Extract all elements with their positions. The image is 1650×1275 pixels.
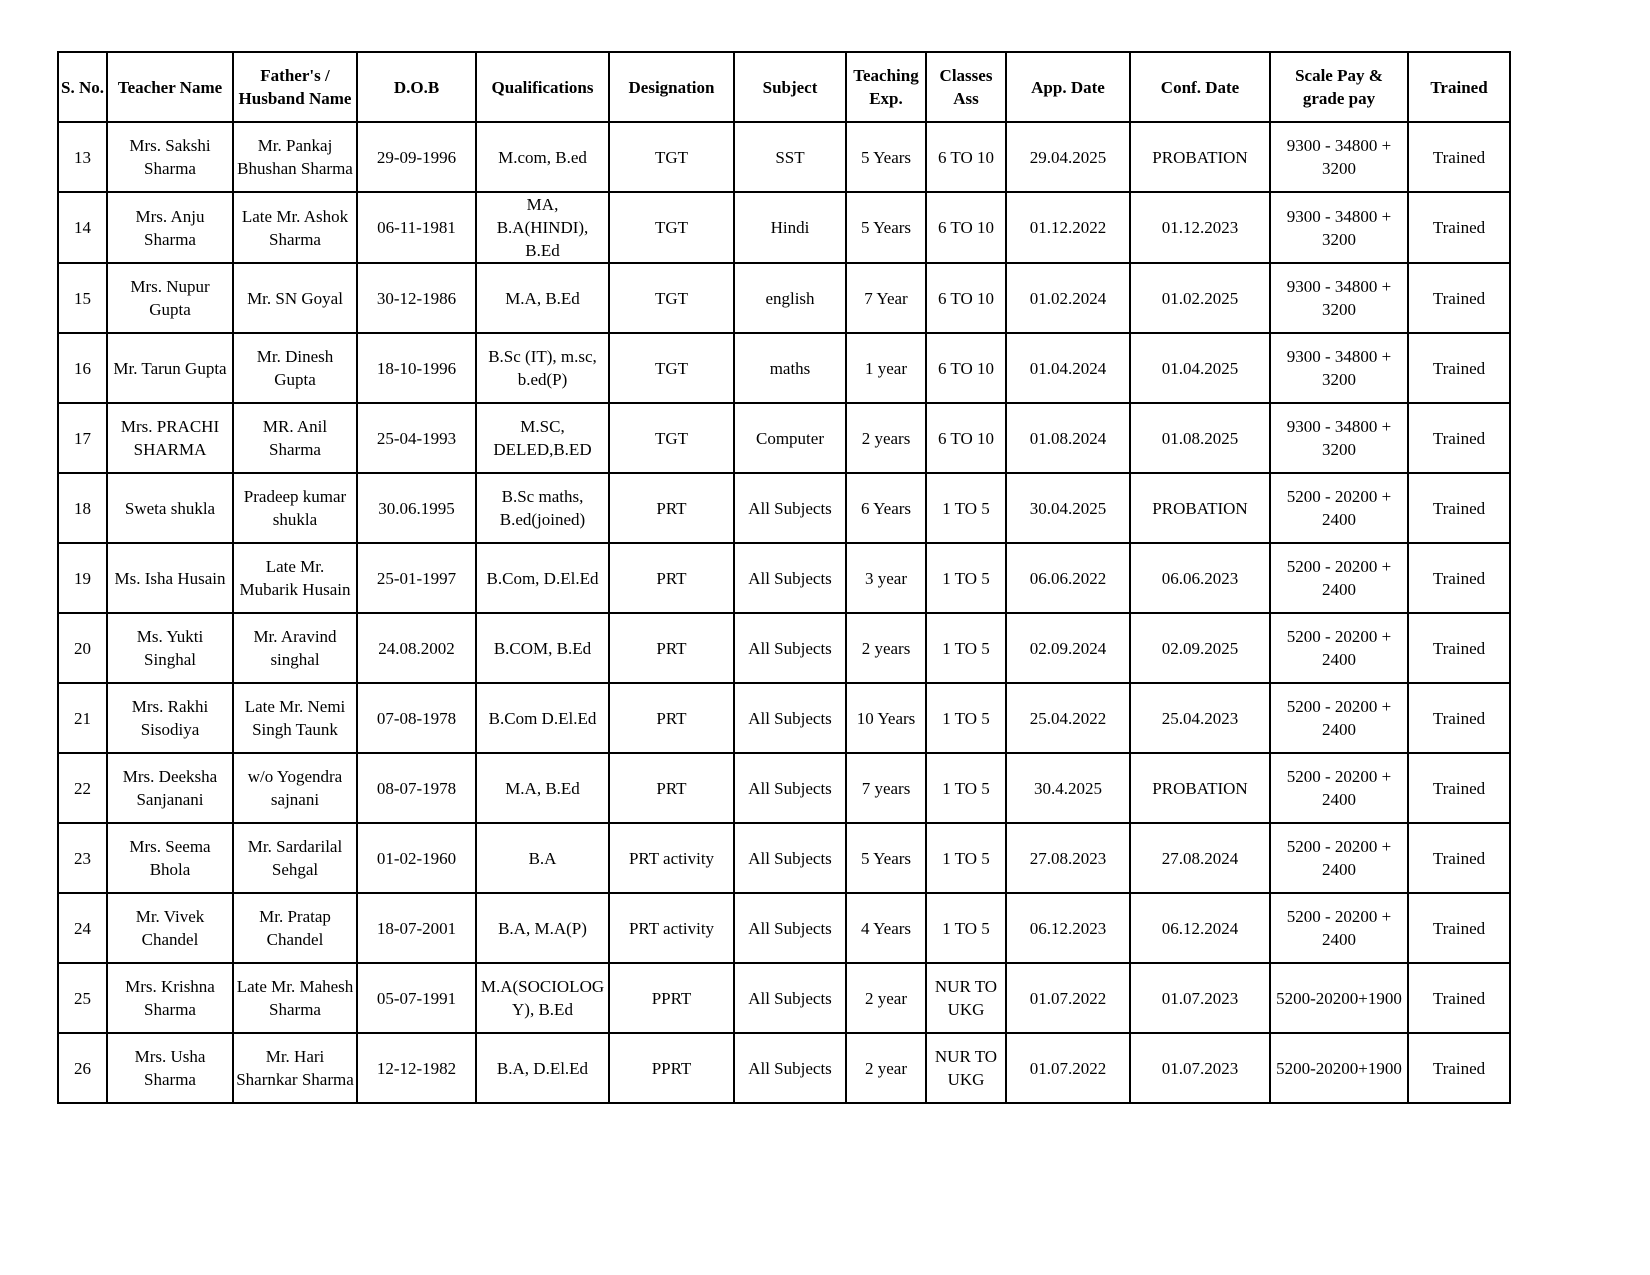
- cell-serial-no: 16: [58, 333, 107, 403]
- cell-scale-pay: 5200 - 20200 + 2400: [1270, 683, 1408, 753]
- cell-classes-assigned: 1 TO 5: [926, 893, 1006, 963]
- table-row: [58, 403, 1510, 473]
- cell-designation: PRT: [609, 543, 734, 613]
- cell-confirmation-date: 02.09.2025: [1130, 613, 1270, 683]
- cell-father-husband-name: Mr. Sardarilal Sehgal: [233, 823, 357, 893]
- cell-subject: All Subjects: [734, 683, 846, 753]
- cell-teaching-exp: 5 Years: [846, 823, 926, 893]
- cell-qualifications: M.com, B.ed: [476, 122, 609, 192]
- cell-confirmation-date: 01.07.2023: [1130, 1033, 1270, 1103]
- cell-appointment-date: 29.04.2025: [1006, 122, 1130, 192]
- cell-appointment-date: 01.04.2024: [1006, 333, 1130, 403]
- cell-serial-no: 20: [58, 613, 107, 683]
- cell-qualifications: M.A, B.Ed: [476, 753, 609, 823]
- table-row: [58, 823, 1510, 893]
- cell-qualifications: B.A, D.El.Ed: [476, 1033, 609, 1103]
- cell-designation: PRT: [609, 683, 734, 753]
- cell-confirmation-date: 06.12.2024: [1130, 893, 1270, 963]
- cell-classes-assigned: NUR TO UKG: [926, 1033, 1006, 1103]
- cell-confirmation-date: 01.02.2025: [1130, 263, 1270, 333]
- header-classes-assigned: Classes Ass: [926, 52, 1006, 122]
- cell-teaching-exp: 3 year: [846, 543, 926, 613]
- cell-father-husband-name: Mr. Pratap Chandel: [233, 893, 357, 963]
- cell-subject: Computer: [734, 403, 846, 473]
- cell-classes-assigned: 6 TO 10: [926, 263, 1006, 333]
- cell-classes-assigned: 1 TO 5: [926, 753, 1006, 823]
- cell-designation: PRT activity: [609, 893, 734, 963]
- cell-subject: All Subjects: [734, 543, 846, 613]
- header-confirmation-date: Conf. Date: [1130, 52, 1270, 122]
- table-row: [58, 192, 1510, 263]
- cell-teaching-exp: 10 Years: [846, 683, 926, 753]
- table-row: [58, 1033, 1510, 1103]
- cell-teacher-name: Mr. Tarun Gupta: [107, 333, 233, 403]
- cell-father-husband-name: Mr. Aravind singhal: [233, 613, 357, 683]
- table-body: [58, 122, 1510, 1103]
- cell-confirmation-date: PROBATION: [1130, 122, 1270, 192]
- cell-designation: PRT: [609, 613, 734, 683]
- cell-trained: Trained: [1408, 753, 1510, 823]
- cell-trained: Trained: [1408, 683, 1510, 753]
- cell-teacher-name: Sweta shukla: [107, 473, 233, 543]
- cell-subject: All Subjects: [734, 613, 846, 683]
- header-serial-no: S. No.: [58, 52, 107, 122]
- cell-serial-no: 14: [58, 192, 107, 263]
- cell-teacher-name: Mrs. Nupur Gupta: [107, 263, 233, 333]
- cell-appointment-date: 01.12.2022: [1006, 192, 1130, 263]
- cell-teacher-name: Mrs. Seema Bhola: [107, 823, 233, 893]
- cell-serial-no: 17: [58, 403, 107, 473]
- cell-classes-assigned: 6 TO 10: [926, 333, 1006, 403]
- cell-classes-assigned: 6 TO 10: [926, 192, 1006, 263]
- cell-scale-pay: 9300 - 34800 + 3200: [1270, 122, 1408, 192]
- cell-teaching-exp: 4 Years: [846, 893, 926, 963]
- table-row: [58, 893, 1510, 963]
- cell-teacher-name: Ms. Isha Husain: [107, 543, 233, 613]
- cell-trained: Trained: [1408, 192, 1510, 263]
- cell-confirmation-date: 27.08.2024: [1130, 823, 1270, 893]
- cell-trained: Trained: [1408, 823, 1510, 893]
- header-father-husband-name: Father's / Husband Name: [233, 52, 357, 122]
- header-teacher-name: Teacher Name: [107, 52, 233, 122]
- header-appointment-date: App. Date: [1006, 52, 1130, 122]
- cell-teacher-name: Mrs. Anju Sharma: [107, 192, 233, 263]
- cell-dob: 12-12-1982: [357, 1033, 476, 1103]
- cell-serial-no: 25: [58, 963, 107, 1033]
- cell-scale-pay: 5200 - 20200 + 2400: [1270, 823, 1408, 893]
- cell-father-husband-name: Late Mr. Mubarik Husain: [233, 543, 357, 613]
- cell-scale-pay: 5200 - 20200 + 2400: [1270, 543, 1408, 613]
- cell-designation: PRT: [609, 473, 734, 543]
- cell-trained: Trained: [1408, 1033, 1510, 1103]
- cell-designation: PPRT: [609, 963, 734, 1033]
- cell-appointment-date: 01.07.2022: [1006, 963, 1130, 1033]
- cell-dob: 18-07-2001: [357, 893, 476, 963]
- cell-serial-no: 23: [58, 823, 107, 893]
- cell-dob: 07-08-1978: [357, 683, 476, 753]
- cell-teaching-exp: 2 year: [846, 963, 926, 1033]
- cell-qualifications: B.A: [476, 823, 609, 893]
- cell-subject: All Subjects: [734, 753, 846, 823]
- cell-scale-pay: 9300 - 34800 + 3200: [1270, 403, 1408, 473]
- cell-appointment-date: 06.06.2022: [1006, 543, 1130, 613]
- cell-designation: PPRT: [609, 1033, 734, 1103]
- cell-serial-no: 24: [58, 893, 107, 963]
- cell-subject: All Subjects: [734, 893, 846, 963]
- cell-qualifications: B.Com D.El.Ed: [476, 683, 609, 753]
- cell-scale-pay: 9300 - 34800 + 3200: [1270, 263, 1408, 333]
- cell-teaching-exp: 7 years: [846, 753, 926, 823]
- cell-appointment-date: 01.02.2024: [1006, 263, 1130, 333]
- cell-father-husband-name: Late Mr. Ashok Sharma: [233, 192, 357, 263]
- cell-serial-no: 26: [58, 1033, 107, 1103]
- cell-qualifications: B.Sc maths, B.ed(joined): [476, 473, 609, 543]
- cell-teaching-exp: 1 year: [846, 333, 926, 403]
- cell-qualifications: B.A, M.A(P): [476, 893, 609, 963]
- header-trained: Trained: [1408, 52, 1510, 122]
- cell-trained: Trained: [1408, 263, 1510, 333]
- cell-classes-assigned: 6 TO 10: [926, 122, 1006, 192]
- cell-scale-pay: 5200-20200+1900: [1270, 1033, 1408, 1103]
- cell-dob: 18-10-1996: [357, 333, 476, 403]
- cell-trained: Trained: [1408, 473, 1510, 543]
- cell-qualifications: B.Sc (IT), m.sc, b.ed(P): [476, 333, 609, 403]
- cell-teaching-exp: 5 Years: [846, 122, 926, 192]
- cell-teacher-name: Ms. Yukti Singhal: [107, 613, 233, 683]
- table-row: [58, 683, 1510, 753]
- cell-father-husband-name: Mr. Dinesh Gupta: [233, 333, 357, 403]
- cell-teacher-name: Mr. Vivek Chandel: [107, 893, 233, 963]
- cell-subject: All Subjects: [734, 473, 846, 543]
- cell-trained: Trained: [1408, 543, 1510, 613]
- cell-subject: english: [734, 263, 846, 333]
- cell-classes-assigned: 1 TO 5: [926, 613, 1006, 683]
- cell-father-husband-name: Mr. Pankaj Bhushan Sharma: [233, 122, 357, 192]
- cell-classes-assigned: 6 TO 10: [926, 403, 1006, 473]
- cell-designation: TGT: [609, 122, 734, 192]
- cell-teaching-exp: 5 Years: [846, 192, 926, 263]
- cell-subject: Hindi: [734, 192, 846, 263]
- cell-father-husband-name: w/o Yogendra sajnani: [233, 753, 357, 823]
- table-row: [58, 333, 1510, 403]
- cell-dob: 06-11-1981: [357, 192, 476, 263]
- cell-confirmation-date: PROBATION: [1130, 473, 1270, 543]
- cell-appointment-date: 06.12.2023: [1006, 893, 1130, 963]
- cell-dob: 01-02-1960: [357, 823, 476, 893]
- cell-serial-no: 18: [58, 473, 107, 543]
- cell-dob: 30-12-1986: [357, 263, 476, 333]
- cell-qualifications: M.A(SOCIOLOGY), B.Ed: [476, 963, 609, 1033]
- cell-teacher-name: Mrs. Usha Sharma: [107, 1033, 233, 1103]
- cell-serial-no: 21: [58, 683, 107, 753]
- header-designation: Designation: [609, 52, 734, 122]
- cell-teacher-name: Mrs. Sakshi Sharma: [107, 122, 233, 192]
- cell-teacher-name: Mrs. Rakhi Sisodiya: [107, 683, 233, 753]
- cell-father-husband-name: Late Mr. Mahesh Sharma: [233, 963, 357, 1033]
- cell-appointment-date: 01.08.2024: [1006, 403, 1130, 473]
- cell-subject: All Subjects: [734, 1033, 846, 1103]
- cell-serial-no: 13: [58, 122, 107, 192]
- teacher-staff-table: [57, 51, 1511, 1104]
- cell-father-husband-name: Mr. Hari Sharnkar Sharma: [233, 1033, 357, 1103]
- table-row: [58, 753, 1510, 823]
- cell-designation: TGT: [609, 192, 734, 263]
- cell-qualifications: M.SC, DELED,B.ED: [476, 403, 609, 473]
- cell-scale-pay: 5200 - 20200 + 2400: [1270, 753, 1408, 823]
- cell-confirmation-date: 01.04.2025: [1130, 333, 1270, 403]
- cell-serial-no: 19: [58, 543, 107, 613]
- cell-trained: Trained: [1408, 122, 1510, 192]
- table-header-row: [58, 52, 1510, 122]
- cell-designation: TGT: [609, 333, 734, 403]
- cell-trained: Trained: [1408, 893, 1510, 963]
- cell-qualifications: M.A, B.Ed: [476, 263, 609, 333]
- cell-trained: Trained: [1408, 963, 1510, 1033]
- cell-teaching-exp: 2 years: [846, 613, 926, 683]
- cell-appointment-date: 02.09.2024: [1006, 613, 1130, 683]
- cell-appointment-date: 01.07.2022: [1006, 1033, 1130, 1103]
- cell-dob: 25-01-1997: [357, 543, 476, 613]
- header-dob: D.O.B: [357, 52, 476, 122]
- cell-scale-pay: 5200 - 20200 + 2400: [1270, 613, 1408, 683]
- cell-qualifications: MA, B.A(HINDI), B.Ed: [476, 192, 609, 263]
- cell-appointment-date: 27.08.2023: [1006, 823, 1130, 893]
- table-row: [58, 963, 1510, 1033]
- cell-appointment-date: 30.04.2025: [1006, 473, 1130, 543]
- cell-designation: PRT activity: [609, 823, 734, 893]
- cell-teacher-name: Mrs. Deeksha Sanjanani: [107, 753, 233, 823]
- cell-scale-pay: 9300 - 34800 + 3200: [1270, 192, 1408, 263]
- cell-scale-pay: 5200 - 20200 + 2400: [1270, 893, 1408, 963]
- cell-teaching-exp: 6 Years: [846, 473, 926, 543]
- header-subject: Subject: [734, 52, 846, 122]
- cell-dob: 08-07-1978: [357, 753, 476, 823]
- cell-designation: TGT: [609, 403, 734, 473]
- cell-qualifications: B.COM, B.Ed: [476, 613, 609, 683]
- cell-qualifications: B.Com, D.El.Ed: [476, 543, 609, 613]
- cell-dob: 05-07-1991: [357, 963, 476, 1033]
- cell-trained: Trained: [1408, 403, 1510, 473]
- cell-scale-pay: 5200-20200+1900: [1270, 963, 1408, 1033]
- cell-appointment-date: 30.4.2025: [1006, 753, 1130, 823]
- table-row: [58, 473, 1510, 543]
- cell-confirmation-date: 01.12.2023: [1130, 192, 1270, 263]
- cell-subject: All Subjects: [734, 963, 846, 1033]
- cell-designation: TGT: [609, 263, 734, 333]
- cell-classes-assigned: 1 TO 5: [926, 543, 1006, 613]
- cell-trained: Trained: [1408, 333, 1510, 403]
- cell-scale-pay: 9300 - 34800 + 3200: [1270, 333, 1408, 403]
- cell-confirmation-date: PROBATION: [1130, 753, 1270, 823]
- header-scale-pay: Scale Pay & grade pay: [1270, 52, 1408, 122]
- cell-father-husband-name: MR. Anil Sharma: [233, 403, 357, 473]
- cell-confirmation-date: 01.08.2025: [1130, 403, 1270, 473]
- header-teaching-exp: Teaching Exp.: [846, 52, 926, 122]
- cell-confirmation-date: 25.04.2023: [1130, 683, 1270, 753]
- cell-teacher-name: Mrs. Krishna Sharma: [107, 963, 233, 1033]
- cell-trained: Trained: [1408, 613, 1510, 683]
- cell-confirmation-date: 06.06.2023: [1130, 543, 1270, 613]
- cell-dob: 25-04-1993: [357, 403, 476, 473]
- table-row: [58, 263, 1510, 333]
- cell-classes-assigned: 1 TO 5: [926, 823, 1006, 893]
- cell-designation: PRT: [609, 753, 734, 823]
- cell-teacher-name: Mrs. PRACHI SHARMA: [107, 403, 233, 473]
- cell-teaching-exp: 2 year: [846, 1033, 926, 1103]
- cell-dob: 24.08.2002: [357, 613, 476, 683]
- cell-father-husband-name: Late Mr. Nemi Singh Taunk: [233, 683, 357, 753]
- cell-serial-no: 22: [58, 753, 107, 823]
- cell-scale-pay: 5200 - 20200 + 2400: [1270, 473, 1408, 543]
- cell-appointment-date: 25.04.2022: [1006, 683, 1130, 753]
- cell-father-husband-name: Pradeep kumar shukla: [233, 473, 357, 543]
- cell-classes-assigned: 1 TO 5: [926, 683, 1006, 753]
- cell-confirmation-date: 01.07.2023: [1130, 963, 1270, 1033]
- table-row: [58, 122, 1510, 192]
- cell-dob: 30.06.1995: [357, 473, 476, 543]
- cell-classes-assigned: NUR TO UKG: [926, 963, 1006, 1033]
- cell-teaching-exp: 7 Year: [846, 263, 926, 333]
- table-row: [58, 613, 1510, 683]
- cell-subject: maths: [734, 333, 846, 403]
- table-row: [58, 543, 1510, 613]
- cell-subject: SST: [734, 122, 846, 192]
- cell-dob: 29-09-1996: [357, 122, 476, 192]
- cell-subject: All Subjects: [734, 823, 846, 893]
- cell-classes-assigned: 1 TO 5: [926, 473, 1006, 543]
- cell-serial-no: 15: [58, 263, 107, 333]
- header-qualifications: Qualifications: [476, 52, 609, 122]
- cell-teaching-exp: 2 years: [846, 403, 926, 473]
- cell-father-husband-name: Mr. SN Goyal: [233, 263, 357, 333]
